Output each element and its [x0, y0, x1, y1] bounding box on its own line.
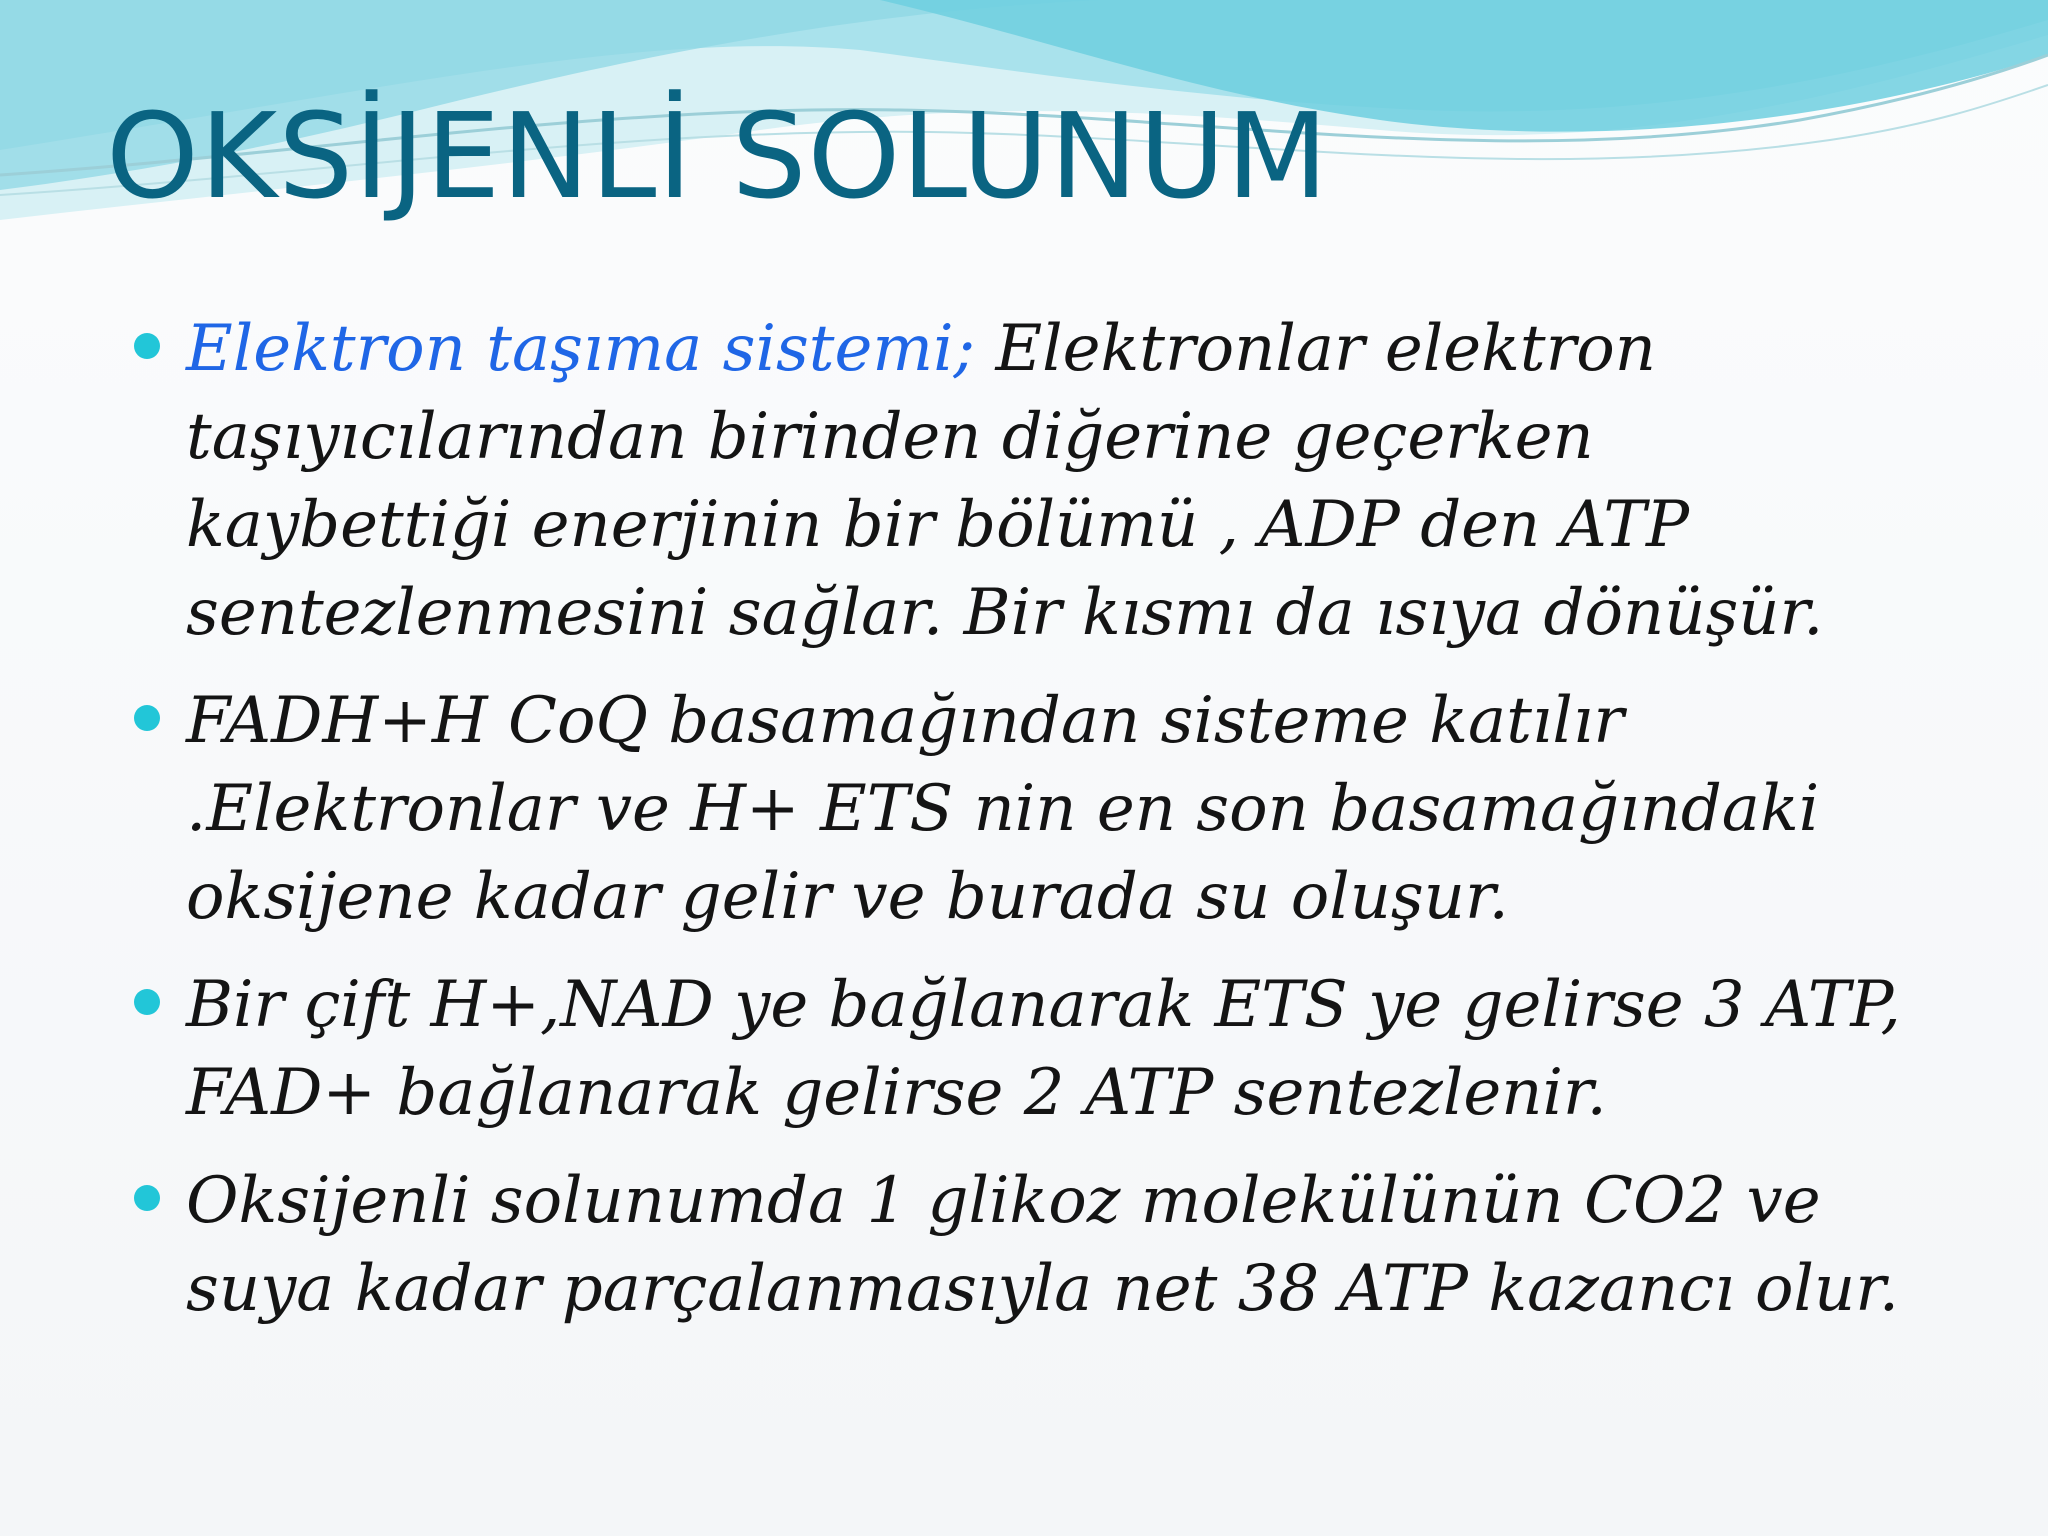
bullet-text: Bir çift H+,NAD ye bağlanarak ETS ye gelirse 3 ATP, FAD+ bağlanarak gelirse 2 ATP sentezlenir.: [186, 968, 1901, 1130]
bullet-item: [140, 961, 1920, 1137]
bullet-text: Oksijenli solunumda 1 glikoz molekülünün CO2 ve suya kadar parçalanmasıyla net 38 ATP kazancı olur.: [186, 1164, 1900, 1326]
bullet-list: [140, 305, 1920, 1353]
bullet-text: FADH+H CoQ basamağından sisteme katılır .Elektronlar ve H+ ETS nin en son basamağındaki oksijene kadar gelir ve burada su oluşur.: [186, 684, 1820, 934]
bullet-item: [140, 305, 1920, 657]
bullet-dot-icon: [134, 1185, 160, 1211]
bullet-dot-icon: [134, 333, 160, 359]
slide-title: OKSİJENLİ SOLUNUM: [106, 87, 1330, 225]
bullet-text: Elektronlar elektron taşıyıcılarından birinden diğerine geçerken kaybettiği enerjinin bir bölümü , ADP den ATP sentezlenmesini sağlar. Bir kısmı da ısıya dönüşür.: [186, 312, 1824, 650]
bullet-dot-icon: [134, 989, 160, 1015]
bullet-lead-text: Elektron taşıma sistemi;: [186, 312, 976, 386]
bullet-dot-icon: [134, 705, 160, 731]
bullet-item: [140, 1157, 1920, 1333]
bullet-item: [140, 677, 1920, 941]
